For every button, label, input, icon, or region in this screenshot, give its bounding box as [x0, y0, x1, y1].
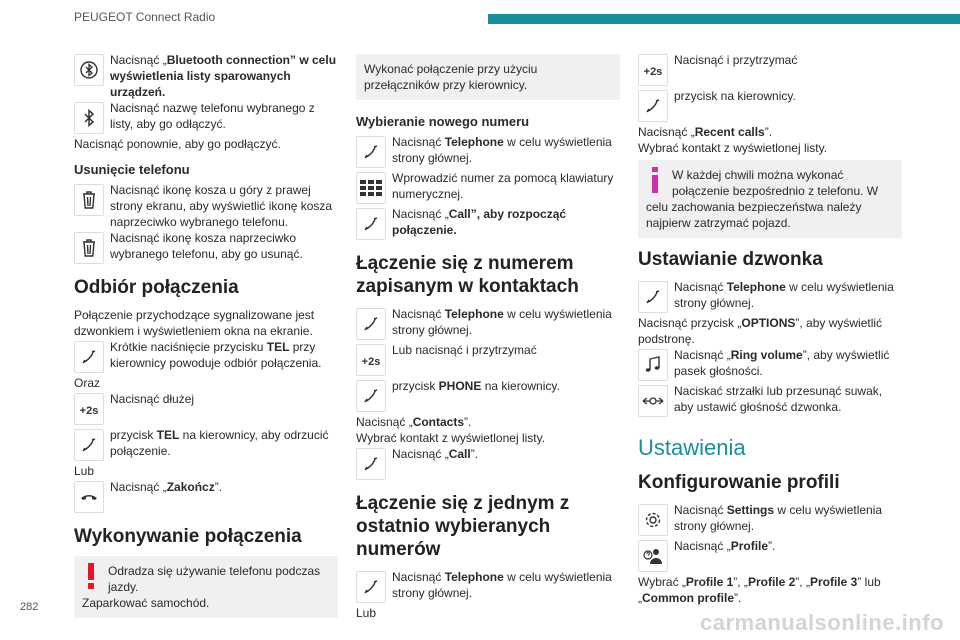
text: W każdej chwili można wykonać połączenie bezpośrednio z telefonu. W celu zachowania bezpieczeństwa należy najpierw zatrzymać pojazd. — [646, 168, 879, 230]
hold-2s-label: +2s — [643, 66, 663, 78]
hold-2s-label: +2s — [79, 405, 99, 417]
text: Lub nacisnąć i przytrzymać — [392, 343, 537, 357]
text: Nacisnąć przycisk „ — [638, 316, 742, 330]
step-open-telephone-2 — [356, 306, 620, 342]
warning-exclamation-icon — [82, 563, 100, 591]
text-bold: Profile 1 — [685, 575, 734, 589]
text: ”, „ — [795, 575, 810, 589]
steering-button-icon — [356, 136, 386, 168]
text-bold: TEL — [266, 340, 290, 354]
text: ” lub „ — [638, 575, 881, 605]
text: Nacisnąć „ — [392, 447, 449, 461]
step-ring-volume — [638, 347, 902, 383]
hang-up-icon — [74, 481, 104, 513]
text-bold: Telephone — [726, 280, 786, 294]
text-bold: Zakończ — [166, 480, 215, 494]
step-open-telephone — [638, 279, 902, 315]
steering-button-icon — [638, 281, 668, 313]
text: ”. — [734, 591, 742, 605]
text: Zaparkować samochód. — [82, 596, 210, 610]
text-bold: Ring volume — [730, 348, 803, 362]
step-open-telephone-3 — [356, 569, 620, 605]
slider-arrows-icon — [638, 385, 668, 417]
bluetooth-icon — [74, 102, 104, 134]
paragraph: Wybrać kontakt z wyświetlonej listy. — [356, 431, 546, 445]
text-bold: Contacts — [412, 415, 465, 429]
step-bluetooth — [74, 52, 338, 100]
paragraph — [638, 574, 902, 606]
paragraph — [638, 124, 902, 140]
info-box — [638, 160, 902, 238]
text: Wykonać połączenie przy użyciu przełączników przy kierownicy. — [364, 62, 538, 92]
text: przy kierownicy powoduje odbiór połączenia. — [110, 340, 322, 370]
text-bold: Telephone — [444, 307, 504, 321]
step-tel-reject — [74, 427, 338, 463]
text: Nacisnąć — [392, 570, 445, 584]
step-call — [356, 206, 620, 242]
text: Nacisnąć „ — [356, 415, 413, 429]
text: w celu wyświetlenia strony głównej. — [674, 503, 883, 533]
text: ”. — [464, 415, 472, 429]
text: Nacisnąć „ — [392, 207, 449, 221]
step-phone-button — [356, 378, 620, 414]
page-number: 282 — [20, 601, 39, 613]
step-end-call — [74, 479, 338, 515]
step-trash-2 — [74, 230, 338, 266]
paragraph: Wybrać kontakt z wyświetlonej listy. — [638, 141, 828, 155]
paragraph: Połączenie przychodzące sygnalizowane jest dzwonkiem i wyświetleniem okna na ekranie. — [74, 308, 315, 338]
text: przycisk — [392, 379, 439, 393]
note-box — [356, 54, 620, 100]
text: ”, aby wyświetlić podstronę. — [638, 316, 883, 346]
heading-make-call: Wykonywanie połączenia — [74, 526, 302, 547]
text: ”. — [764, 125, 773, 139]
text: Nacisnąć ikonę kosza u góry z prawej strony ekranu, aby wyświetlić ikonę kosza naprzeciwko wybranego telefonu. — [110, 183, 333, 229]
text-bold: Recent calls — [694, 125, 765, 139]
step-press-long — [74, 391, 338, 427]
section-title-settings: Ustawienia — [638, 435, 746, 460]
paragraph — [356, 414, 620, 430]
hold-2s-icon — [356, 344, 386, 376]
profile-icon — [638, 540, 668, 572]
text: Wybrać „ — [638, 575, 686, 589]
text: ”. — [768, 539, 776, 553]
steering-button-icon — [356, 208, 386, 240]
text: Nacisnąć — [392, 307, 445, 321]
steering-button-icon — [74, 429, 104, 461]
text-bold: OPTIONS — [741, 316, 796, 330]
text-bold: Bluetooth connection” w celu wyświetlenia listy sparowanych urządzeń — [110, 53, 337, 99]
step-settings — [638, 502, 902, 538]
steering-button-icon — [74, 341, 104, 373]
step-tel-short — [74, 339, 338, 375]
text-bold: TEL — [156, 428, 180, 442]
paragraph: Lub — [356, 606, 377, 620]
heading-ringtone: Ustawianie dzwonka — [638, 249, 823, 270]
steering-button-icon — [638, 90, 668, 122]
text-bold: Telephone — [444, 135, 504, 149]
heading-recent: Łączenie się z jednym z ostatnio wybieranych numerów — [356, 493, 570, 560]
text-bold: Common profile — [642, 591, 734, 605]
watermark: carmanualsonline.info — [700, 610, 944, 635]
music-note-icon — [638, 349, 668, 381]
text: w celu wyświetlenia strony głównej. — [392, 135, 612, 165]
text: Nacisnąć i przytrzymać — [674, 53, 798, 67]
text: Nacisnąć „ — [674, 539, 731, 553]
steering-button-icon — [356, 448, 386, 480]
step-trash-1 — [74, 182, 338, 230]
hold-2s-icon — [638, 54, 668, 86]
text: ”, aby wyświetlić pasek głośności. — [674, 348, 890, 378]
step-hold — [356, 342, 620, 378]
text-bold: . — [162, 85, 166, 99]
text: Naciskać strzałki lub przesunąć suwak, aby ustawić głośność dzwonka. — [674, 384, 883, 414]
step-profile — [638, 538, 902, 574]
text: Nacisnąć „ — [638, 125, 695, 139]
info-icon — [646, 167, 664, 195]
step-keypad — [356, 170, 620, 206]
text: Odradza się używanie telefonu podczas jazdy. — [108, 564, 321, 594]
text: na kierownicy. — [481, 379, 560, 393]
text: Nacisnąć nazwę telefonu wybranego z listy, aby go odłączyć. — [110, 101, 315, 131]
paragraph: Nacisnąć ponownie, aby go podłączyć. — [74, 137, 281, 151]
text-bold: Profile 3 — [809, 575, 858, 589]
text: Nacisnąć ikonę kosza naprzeciwko wybranego telefonu, aby go usunąć. — [110, 231, 303, 261]
text-bold: Call — [448, 447, 471, 461]
text: Nacisnąć „ — [674, 348, 731, 362]
text: Wprowadzić numer za pomocą klawiatury numerycznej. — [392, 171, 614, 201]
text-bold: Settings — [726, 503, 775, 517]
bluetooth-icon — [74, 54, 104, 86]
text: Nacisnąć „ — [110, 480, 167, 494]
step-hold — [638, 52, 902, 88]
hold-2s-icon — [74, 393, 104, 425]
header-accent-bar — [488, 14, 960, 24]
text-bold: Profile — [730, 539, 769, 553]
text: w celu wyświetlenia strony głównej. — [392, 570, 612, 600]
column-2 — [356, 52, 620, 621]
column-1 — [74, 52, 338, 626]
paragraph: Oraz — [74, 376, 101, 390]
trash-icon — [74, 184, 104, 216]
step-volume-slider — [638, 383, 902, 419]
text: na kierownicy, aby odrzucić połączenie. — [110, 428, 329, 458]
heading-receive-call: Odbiór połączenia — [74, 277, 239, 298]
gear-icon — [638, 504, 668, 536]
step-open-telephone — [356, 134, 620, 170]
heading-remove-phone: Usunięcie telefonu — [74, 162, 190, 177]
text: w celu wyświetlenia strony głównej. — [674, 280, 894, 310]
steering-button-icon — [356, 380, 386, 412]
heading-contacts: Łączenie się z numerem zapisanym w kontaktach — [356, 253, 579, 297]
step-steering-button — [638, 88, 902, 124]
text: Nacisnąć dłużej — [110, 392, 195, 406]
text-bold: PHONE — [438, 379, 482, 393]
text: Nacisnąć „ — [110, 53, 167, 67]
text-bold: Profile 2 — [747, 575, 796, 589]
column-3 — [638, 52, 902, 606]
text-bold: Call”, aby rozpocząć połączenie. — [392, 207, 567, 237]
step-disconnect — [74, 100, 338, 136]
step-call-contact — [356, 446, 620, 482]
hold-2s-label: +2s — [361, 356, 381, 368]
heading-profiles: Konfigurowanie profili — [638, 472, 840, 493]
text: przycisk — [110, 428, 157, 442]
text: ”, „ — [733, 575, 748, 589]
text: ”. — [470, 447, 479, 461]
heading-dial-new: Wybieranie nowego numeru — [356, 114, 530, 129]
trash-icon — [74, 232, 104, 264]
text-bold: Telephone — [444, 570, 504, 584]
text: Nacisnąć — [392, 135, 445, 149]
text: przycisk na kierownicy. — [674, 89, 796, 103]
warning-box — [74, 556, 338, 618]
running-header: PEUGEOT Connect Radio — [74, 10, 216, 24]
paragraph: Lub — [74, 464, 95, 478]
keypad-icon — [356, 172, 386, 204]
text: Nacisnąć — [674, 503, 727, 517]
text: Krótkie naciśnięcie przycisku — [110, 340, 267, 354]
steering-button-icon — [356, 308, 386, 340]
steering-button-icon — [356, 571, 386, 603]
paragraph — [638, 315, 902, 347]
text: Nacisnąć — [674, 280, 727, 294]
text: ”. — [214, 480, 223, 494]
text: w celu wyświetlenia strony głównej. — [392, 307, 612, 337]
